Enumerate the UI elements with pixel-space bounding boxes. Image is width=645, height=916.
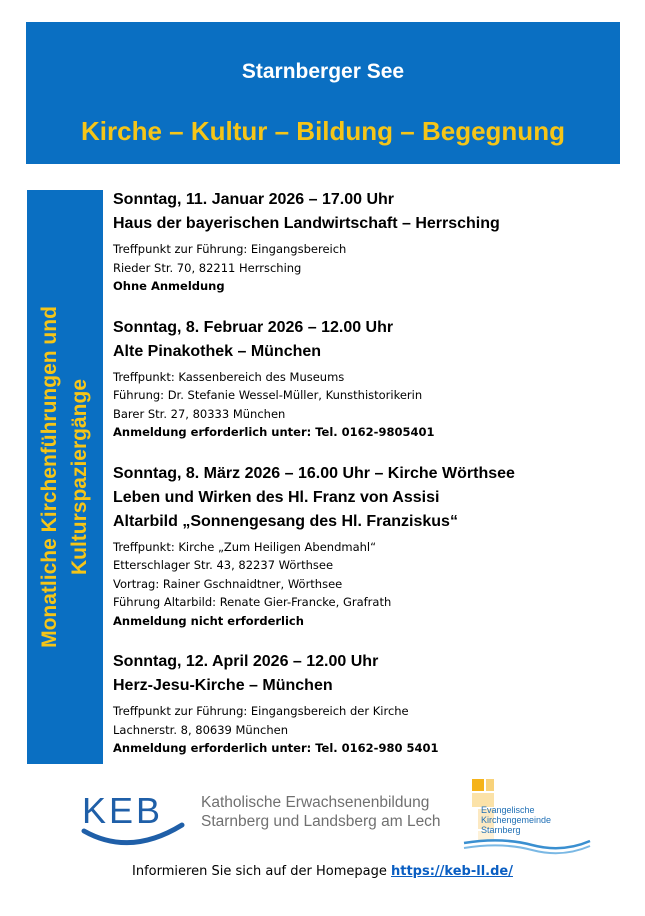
event-details (113, 368, 623, 442)
event-list (113, 188, 623, 778)
sidebar-line-2: Kulturspaziergänge (68, 378, 91, 576)
ev-line-1: Evangelische (481, 805, 535, 815)
keb-line-1: Katholische Erwachsenenbildung (201, 794, 430, 811)
event-topic: Leben und Wirken des Hl. Franz von Assisi (113, 488, 440, 506)
event-date: Sonntag, 8. März 2026 – 16.00 Uhr – Kirche Wörthsee (113, 464, 515, 482)
event-venue: Alte Pinakothek – München (113, 342, 322, 360)
footer-logos (0, 775, 645, 855)
event-detail-line: Führung: Dr. Stefanie Wessel-Müller, Kunsthistorikerin (113, 388, 423, 402)
header-banner (26, 22, 620, 164)
event-detail-line: Treffpunkt: Kassenbereich des Museums (113, 369, 345, 384)
keb-logo (80, 785, 185, 850)
event-details (113, 240, 623, 296)
event-date: Sonntag, 12. April 2026 – 12.00 Uhr (113, 653, 379, 670)
event-registration-note: Anmeldung erforderlich unter: Tel. 0162-9805401 (113, 425, 435, 439)
event-venue: Haus der bayerischen Landwirtschaft – Herrsching (113, 215, 500, 232)
event-detail-line: Treffpunkt zur Führung: Eingangsbereich (113, 242, 347, 256)
header-subtitle: Starnberger See (241, 60, 405, 83)
event-item (113, 316, 623, 442)
event-item (113, 188, 623, 296)
event-detail-line: Treffpunkt zur Führung: Eingangsbereich der Kirche (113, 704, 409, 718)
homepage-link[interactable]: https://keb-ll.de/ (391, 864, 513, 879)
event-date: Sonntag, 11. Januar 2026 – 17.00 Uhr (113, 191, 395, 208)
keb-logo-text (201, 793, 441, 831)
event-detail-line: Führung Altarbild: Renate Gier-Francke, Grafrath (113, 595, 392, 609)
event-details (113, 702, 623, 758)
event-artwork: Altarbild „Sonnengesang des Hl. Franziskus“ (113, 512, 458, 530)
event-detail-line: Treffpunkt: Kirche „Zum Heiligen Abendmahl“ (113, 539, 377, 554)
evangelical-church-text (481, 805, 551, 835)
ev-line-2: Kirchengemeinde (481, 815, 552, 825)
sidebar-vertical-text (35, 197, 95, 757)
event-detail-line: Vortrag: Rainer Gschnaidtner, Wörthsee (113, 576, 343, 591)
event-detail-line: Etterschlager Str. 43, 82237 Wörthsee (113, 558, 334, 572)
logo-wave (464, 840, 590, 848)
homepage-info (0, 864, 645, 879)
event-registration-note: Anmeldung nicht erforderlich (113, 613, 304, 628)
ev-line-3: Starnberg (481, 825, 521, 835)
homepage-info-text: Informieren Sie sich auf der Homepage (132, 864, 387, 879)
event-item (113, 650, 623, 758)
event-detail-line: Barer Str. 27, 80333 München (113, 406, 286, 421)
sidebar-banner (27, 190, 103, 764)
event-details (113, 538, 623, 631)
logo-square (472, 779, 484, 791)
event-detail-line: Lachnerstr. 8, 80639 München (113, 722, 288, 737)
sidebar-line-1: Monatliche Kirchenführungen und (38, 306, 61, 648)
event-registration-note: Ohne Anmeldung (113, 279, 225, 293)
event-item (113, 462, 623, 631)
event-detail-line: Rieder Str. 70, 82211 Herrsching (113, 260, 302, 275)
keb-line-2: Starnberg und Landsberg am Lech (201, 813, 441, 830)
logo-square (486, 779, 494, 791)
header-title: Kirche – Kultur – Bildung – Begegnung (81, 116, 565, 146)
event-date: Sonntag, 8. Februar 2026 – 12.00 Uhr (113, 318, 394, 336)
event-registration-note: Anmeldung erforderlich unter: Tel. 0162-980 5401 (113, 741, 439, 755)
keb-logo-mark: KEB (82, 790, 164, 831)
event-venue: Herz-Jesu-Kirche – München (113, 677, 333, 694)
